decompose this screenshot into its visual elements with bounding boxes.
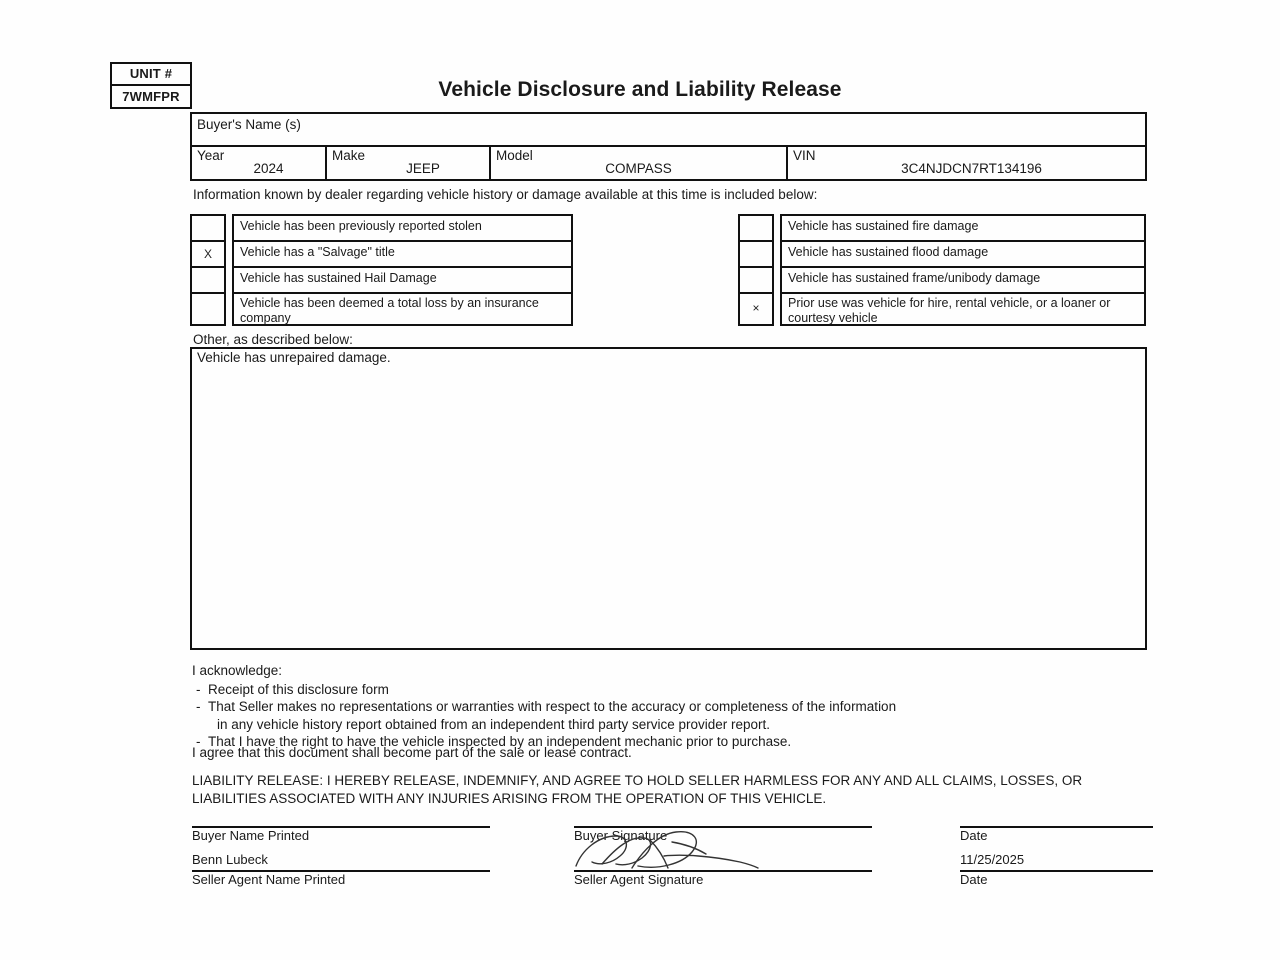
unit-number-label: UNIT # xyxy=(112,64,190,86)
other-description-box[interactable] xyxy=(190,347,1147,650)
liability-release-text: LIABILITY RELEASE: I HEREBY RELEASE, INDEMNIFY, AND AGREE TO HOLD SELLER HARMLESS FOR ANY AND ALL CLAIMS, LOSSES, OR LIABILITIES ASSOCIATED WITH ANY INJURIES ARISING FROM THE OPERATION OF THIS VEHICLE. xyxy=(192,773,1083,806)
model-label: Model xyxy=(496,148,533,163)
seller-date-caption: Date xyxy=(960,872,988,887)
checkbox-frame-damage[interactable] xyxy=(740,268,772,294)
acknowledgement-item xyxy=(192,681,896,699)
vin-label: VIN xyxy=(793,148,816,163)
vehicle-detail-row xyxy=(192,147,1145,179)
label-fire-damage: Vehicle has sustained fire damage xyxy=(782,216,1144,242)
bullet-dash: - xyxy=(196,734,201,749)
make-value: JEEP xyxy=(406,161,440,176)
other-description-text: Vehicle has unrepaired damage. xyxy=(197,350,391,365)
checkbox-stolen[interactable] xyxy=(192,216,224,242)
unit-number-value: 7WMFPR xyxy=(122,89,180,104)
seller-signature-caption: Seller Agent Signature xyxy=(574,872,704,887)
year-cell xyxy=(192,147,327,179)
checkbox-hail-damage[interactable] xyxy=(192,268,224,294)
disclosure-group-right xyxy=(738,214,1146,326)
acknowledgement-block xyxy=(192,662,896,751)
acknowledgement-item-text: Receipt of this disclosure form xyxy=(208,681,389,697)
label-hail-damage: Vehicle has sustained Hail Damage xyxy=(234,268,571,294)
checkbox-fire-damage[interactable] xyxy=(740,216,772,242)
checkbox-column-left xyxy=(190,214,226,326)
disclosure-group-left xyxy=(190,214,573,326)
acknowledgement-item-continuation: in any vehicle history report obtained from an independent third party service provider report. xyxy=(217,716,771,732)
label-column-right xyxy=(780,214,1146,326)
acknowledgement-item-text: That Seller makes no representations or warranties with respect to the accuracy or completeness of the information xyxy=(208,699,897,714)
vehicle-info-table xyxy=(190,112,1147,181)
label-frame-damage: Vehicle has sustained frame/unibody damage xyxy=(782,268,1144,294)
make-cell xyxy=(327,147,491,179)
model-value: COMPASS xyxy=(605,161,672,176)
buyer-name-label: Buyer's Name (s) xyxy=(197,117,301,132)
year-value: 2024 xyxy=(253,161,284,176)
buyer-signature-caption: Buyer Signature xyxy=(574,828,668,843)
vin-value: 3C4NJDCN7RT134196 xyxy=(901,161,1042,176)
acknowledgement-item xyxy=(192,698,896,716)
buyer-name-row xyxy=(192,114,1145,147)
page-title: Vehicle Disclosure and Liability Release xyxy=(438,78,842,101)
buyer-name-caption: Buyer Name Printed xyxy=(192,828,310,843)
label-total-loss: Vehicle has been deemed a total loss by an insurance company xyxy=(240,296,539,325)
checkbox-column-right xyxy=(738,214,774,326)
checkbox-total-loss[interactable] xyxy=(192,294,224,324)
label-column-left xyxy=(232,214,573,326)
year-label: Year xyxy=(197,148,225,163)
vin-cell xyxy=(788,147,1145,179)
checkbox-flood-damage[interactable] xyxy=(740,242,772,268)
make-label: Make xyxy=(332,148,366,163)
buyer-date-line xyxy=(960,826,1153,828)
other-section-label: Other, as described below: xyxy=(193,332,353,347)
label-salvage-title: Vehicle has a "Salvage" title xyxy=(234,242,571,268)
checkbox-salvage-title[interactable]: X xyxy=(192,242,224,268)
bullet-dash: - xyxy=(196,681,201,697)
checkbox-prior-rental-use[interactable]: × xyxy=(752,301,760,315)
agreement-statement: I agree that this document shall become part of the sale or lease contract. xyxy=(192,745,632,760)
disclosure-intro-text: Information known by dealer regarding vehicle history or damage available at this time is included below: xyxy=(193,187,818,202)
acknowledgement-item-text: That I have the right to have the vehicle inspected by an independent mechanic prior to purchase. xyxy=(208,734,792,749)
label-flood-damage: Vehicle has sustained flood damage xyxy=(782,242,1144,268)
seller-name-caption: Seller Agent Name Printed xyxy=(192,872,346,887)
seller-date-value: 11/25/2025 xyxy=(960,852,1025,867)
bullet-dash: - xyxy=(196,699,201,714)
acknowledgement-title: I acknowledge: xyxy=(192,663,283,678)
seller-date-line xyxy=(960,870,1153,872)
seller-name-value: Benn Lubeck xyxy=(192,852,268,867)
model-cell xyxy=(491,147,788,179)
label-prior-rental-use: Prior use was vehicle for hire, rental vehicle, or a loaner or courtesy vehicle xyxy=(788,296,1111,325)
label-stolen: Vehicle has been previously reported stolen xyxy=(234,216,571,242)
buyer-date-caption: Date xyxy=(960,828,988,843)
